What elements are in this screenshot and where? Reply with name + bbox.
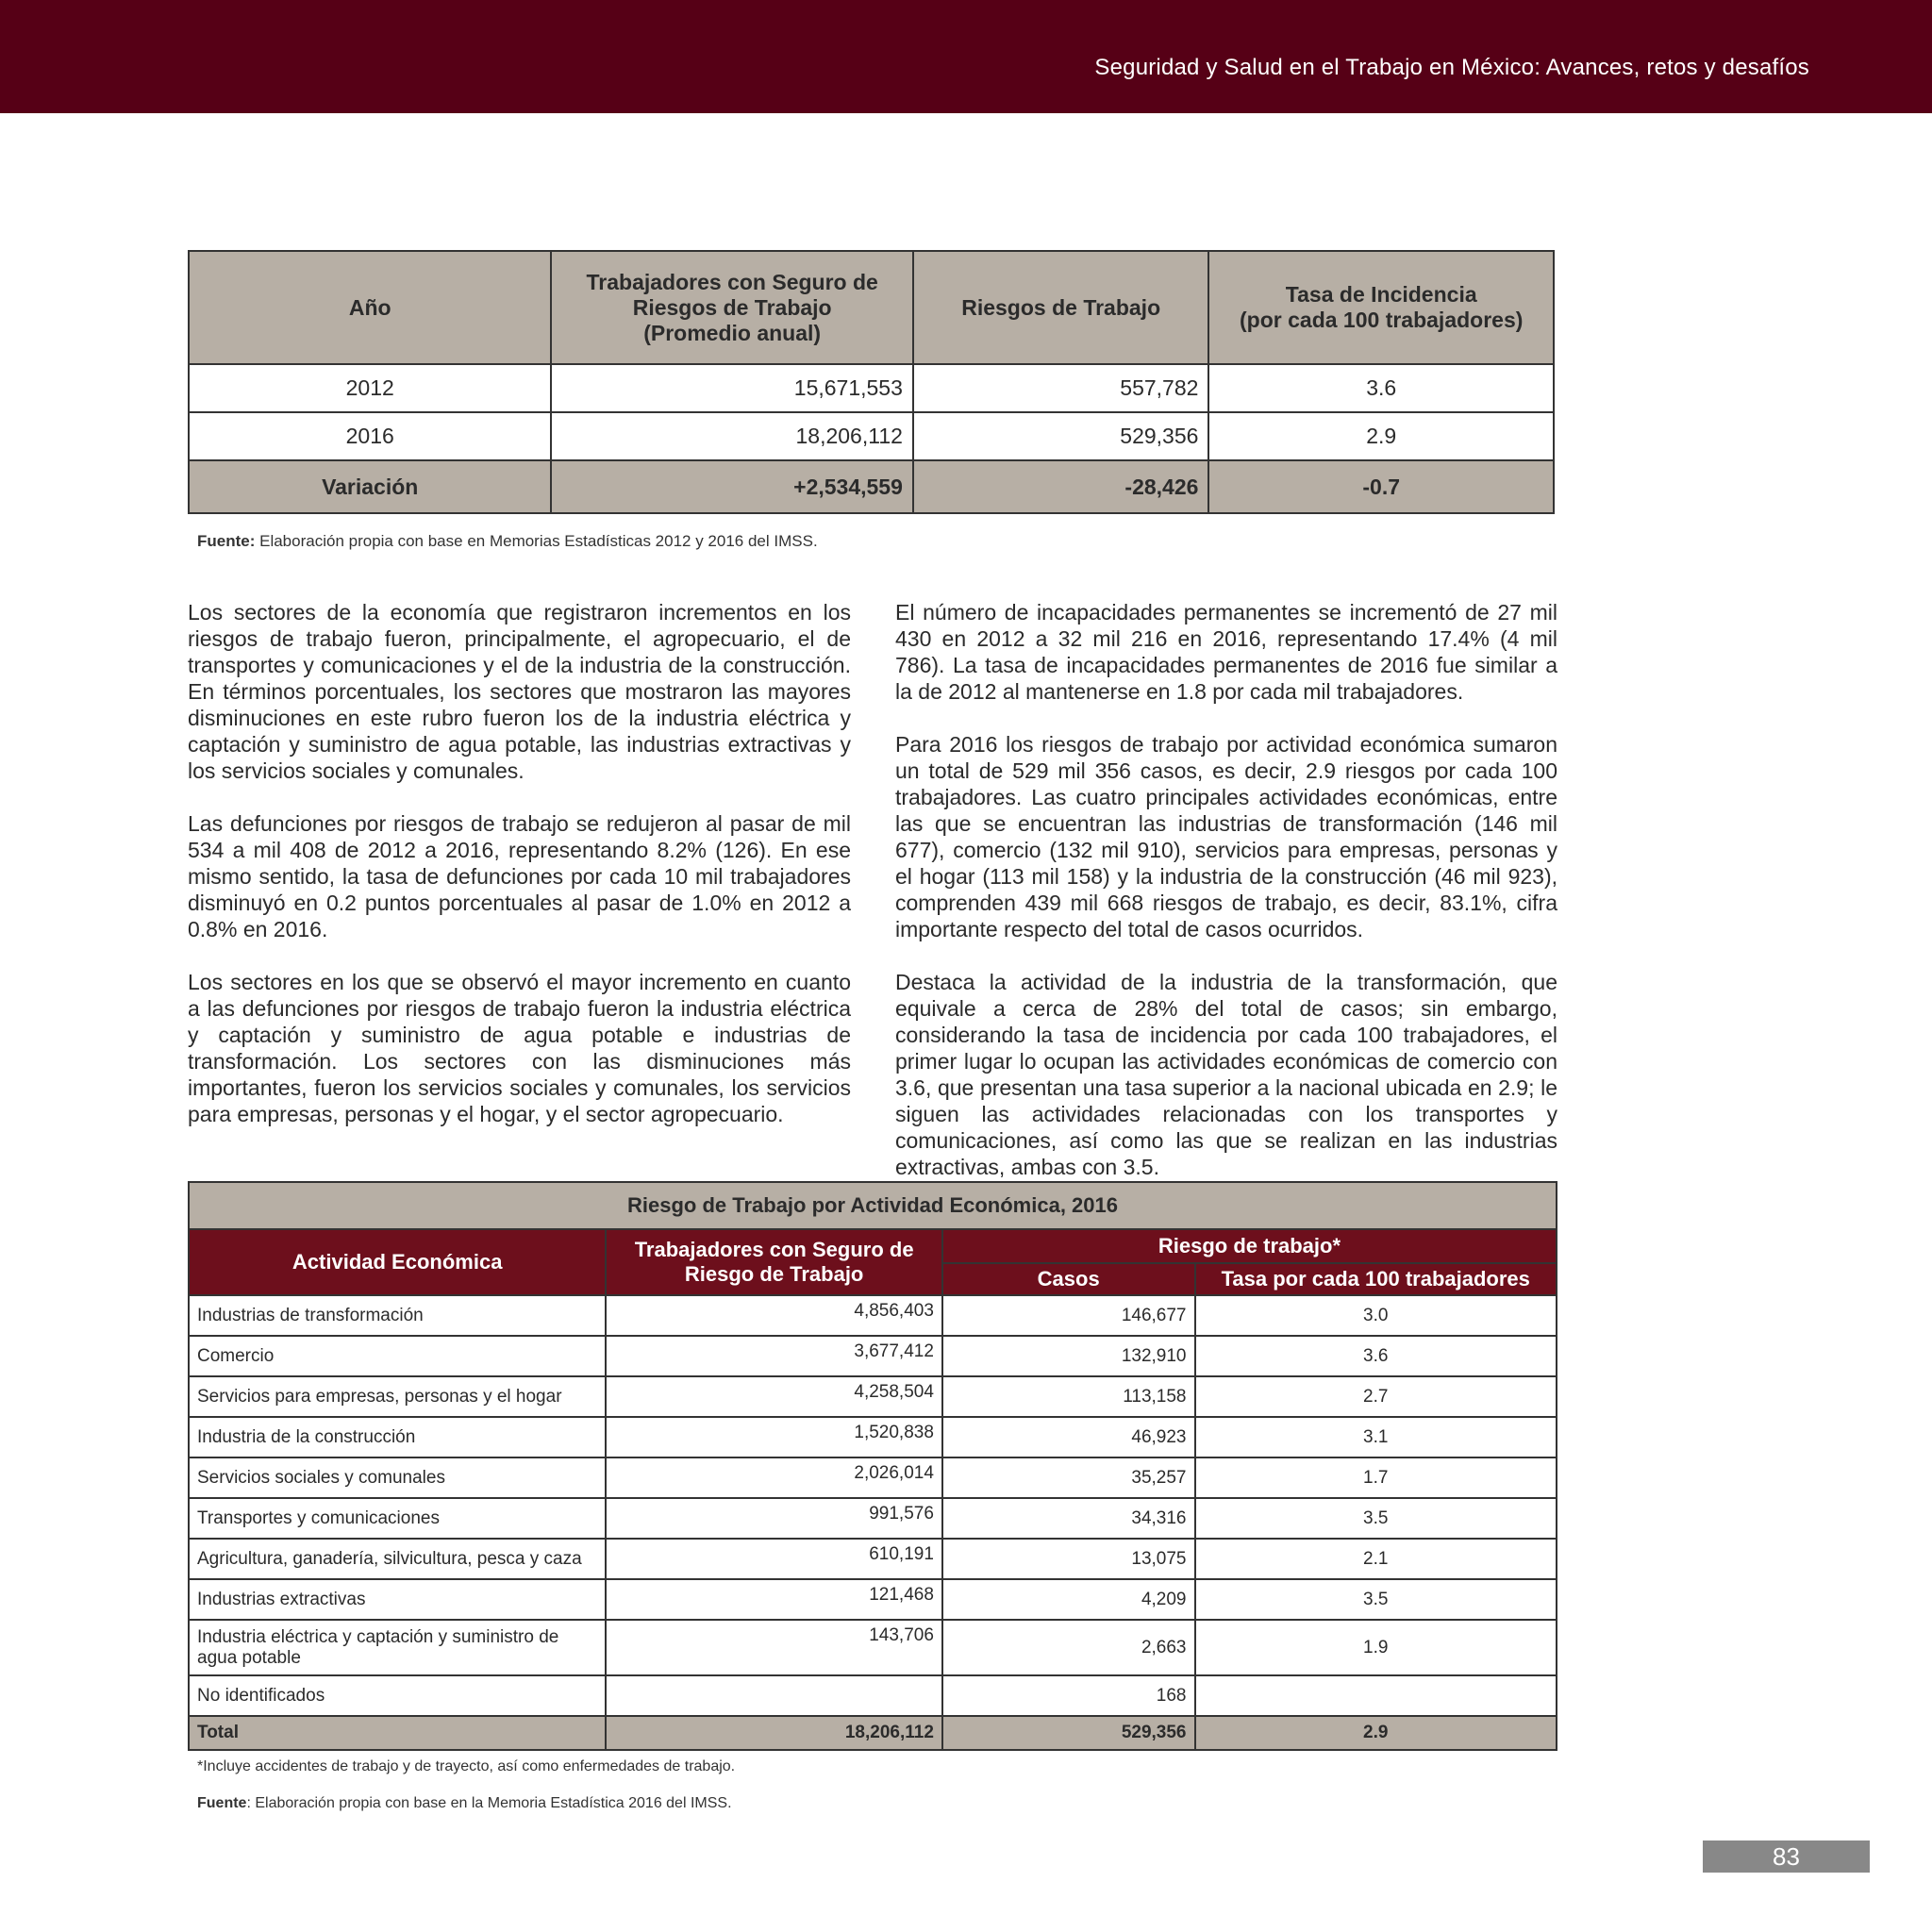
cell-cases: 34,316 (942, 1498, 1195, 1539)
variation-row (189, 460, 1554, 513)
cell-rate: 1.9 (1195, 1620, 1557, 1675)
cell-activity: Transportes y comunicaciones (189, 1498, 606, 1539)
cell-workers: 4,856,403 (606, 1295, 942, 1336)
cell-workers (606, 1675, 942, 1716)
cell-workers: +2,534,559 (551, 460, 913, 513)
table-row (189, 1457, 1557, 1498)
header-cases: Casos (942, 1263, 1195, 1295)
header-incidence-rate: Tasa de Incidencia (por cada 100 trabajadores) (1208, 251, 1554, 364)
cell-activity: Comercio (189, 1336, 606, 1376)
summary-table (188, 250, 1555, 514)
paragraph: Los sectores en los que se observó el mayor incremento en cuanto a las defunciones por riesgos de trabajo fueron la industria eléctrica y captación y suministro de agua potable e industrias de transformación. Los sectores con las disminuciones más importantes, fueron los servicios sociales y comunales, los servicios para empresas, personas y el hogar, y el sector agropecuario. (188, 970, 851, 1126)
summary-table-header (189, 251, 1554, 364)
cell-activity: Industrias extractivas (189, 1579, 606, 1620)
paragraph: Para 2016 los riesgos de trabajo por actividad económica sumaron un total de 529 mil 356 casos, es decir, 2.9 riesgos por cada 100 trabajadores. Las cuatro principales actividades económicas, entre las que se encuentran las industrias de transformación (146 mil 677), comercio (132 mil 910), servicios para empresas, personas y el hogar (113 mil 158) y la industria de la construcción (46 mil 923), comprenden 439 mil 668 riesgos de trabajo, es decir, 83.1%, cifra importante respecto del total de casos ocurridos. (895, 732, 1557, 941)
paragraph: Los sectores de la economía que registraron incrementos en los riesgos de trabajo fueron, principalmente, el agropecuario, el de transportes y comunicaciones y el de la industria de la construcción. En términos porcentuales, los sectores que mostraron las mayores disminuciones en este rubro fueron los de la industria eléctrica y captación y suministro de agua potable, las industrias extractivas y los servicios sociales y comunales. (188, 600, 851, 783)
table-row (189, 412, 1554, 460)
cell-workers: 18,206,112 (606, 1716, 942, 1750)
cell-risks: 557,782 (913, 364, 1209, 412)
table-row (189, 1498, 1557, 1539)
cell-rate: 3.0 (1195, 1295, 1557, 1336)
activity-table-title-row (189, 1182, 1557, 1229)
cell-rate: 2.9 (1195, 1716, 1557, 1750)
table2-source: Fuente: Elaboración propia con base en la Memoria Estadística 2016 del IMSS. (197, 1795, 732, 1811)
cell-cases: 132,910 (942, 1336, 1195, 1376)
cell-workers: 121,468 (606, 1579, 942, 1620)
table-row (189, 1675, 1557, 1716)
table-row (189, 1620, 1557, 1675)
header-work-risk: Riesgo de trabajo* (942, 1229, 1557, 1263)
cell-activity: Servicios sociales y comunales (189, 1457, 606, 1498)
cell-cases: 168 (942, 1675, 1195, 1716)
header-activity: Actividad Económica (189, 1229, 606, 1295)
table-row (189, 364, 1554, 412)
cell-activity: Industria eléctrica y captación y suministro de agua potable (189, 1620, 606, 1675)
cell-rate: 3.1 (1195, 1417, 1557, 1457)
table-row (189, 1579, 1557, 1620)
cell-rate: 2.9 (1208, 412, 1554, 460)
activity-table-header (189, 1229, 1557, 1263)
page-number: 83 (1703, 1840, 1870, 1873)
paragraph: Las defunciones por riesgos de trabajo se redujeron al pasar de mil 534 a mil 408 de 2012 a 2016, representando 8.2% (126). En ese mismo sentido, la tasa de defunciones por cada 10 mil trabajadores disminuyó en 0.2 puntos porcentuales al pasar de 1.0% en 2012 a 0.8% en 2016. (188, 811, 851, 941)
header-year: Año (189, 251, 551, 364)
cell-workers: 18,206,112 (551, 412, 913, 460)
header-rate: Tasa por cada 100 trabajadores (1195, 1263, 1557, 1295)
cell-cases: 113,158 (942, 1376, 1195, 1417)
body-column-left (188, 599, 851, 1154)
cell-workers: 3,677,412 (606, 1336, 942, 1376)
cell-cases: 529,356 (942, 1716, 1195, 1750)
table2-footnote: *Incluye accidentes de trabajo y de trayecto, así como enfermedades de trabajo. (197, 1758, 736, 1774)
activity-table (188, 1181, 1557, 1751)
cell-workers: 143,706 (606, 1620, 942, 1675)
header-workers: Trabajadores con Seguro de Riesgos de Trabajo (Promedio anual) (551, 251, 913, 364)
cell-workers: 2,026,014 (606, 1457, 942, 1498)
cell-rate (1195, 1675, 1557, 1716)
cell-cases: 13,075 (942, 1539, 1195, 1579)
cell-year: 2016 (189, 412, 551, 460)
cell-workers: 610,191 (606, 1539, 942, 1579)
running-header-title: Seguridad y Salud en el Trabajo en México: Avances, retos y desafíos (1094, 55, 1809, 80)
header-insured-workers: Trabajadores con Seguro de Riesgo de Trabajo (606, 1229, 942, 1295)
activity-table-title: Riesgo de Trabajo por Actividad Económica, 2016 (189, 1182, 1557, 1229)
cell-rate: 3.5 (1195, 1579, 1557, 1620)
cell-workers: 1,520,838 (606, 1417, 942, 1457)
cell-year: 2012 (189, 364, 551, 412)
cell-rate: 3.6 (1195, 1336, 1557, 1376)
cell-risks: -28,426 (913, 460, 1209, 513)
cell-cases: 4,209 (942, 1579, 1195, 1620)
cell-rate: 1.7 (1195, 1457, 1557, 1498)
cell-activity: No identificados (189, 1675, 606, 1716)
cell-rate: 2.1 (1195, 1539, 1557, 1579)
cell-rate: 3.6 (1208, 364, 1554, 412)
cell-cases: 2,663 (942, 1620, 1195, 1675)
cell-cases: 35,257 (942, 1457, 1195, 1498)
cell-cases: 146,677 (942, 1295, 1195, 1336)
table-row (189, 1417, 1557, 1457)
table-row (189, 1539, 1557, 1579)
body-column-right (895, 599, 1557, 1207)
total-row (189, 1716, 1557, 1750)
activity-table-body (189, 1295, 1557, 1716)
cell-activity: Industrias de transformación (189, 1295, 606, 1336)
table1-source: Fuente: Elaboración propia con base en Memorias Estadísticas 2012 y 2016 del IMSS. (197, 532, 818, 550)
table-row (189, 1376, 1557, 1417)
table-row (189, 1295, 1557, 1336)
cell-cases: 46,923 (942, 1417, 1195, 1457)
paragraph: El número de incapacidades permanentes se incrementó de 27 mil 430 en 2012 a 32 mil 216 en 2016, representando 17.4% (4 mil 786). La tasa de incapacidades permanentes de 2016 fue similar a la de 2012 al mantenerse en 1.8 por cada mil trabajadores. (895, 600, 1557, 704)
cell-variation-label: Variación (189, 460, 551, 513)
cell-rate: 3.5 (1195, 1498, 1557, 1539)
cell-rate: 2.7 (1195, 1376, 1557, 1417)
table-row (189, 1336, 1557, 1376)
cell-rate: -0.7 (1208, 460, 1554, 513)
header-risks: Riesgos de Trabajo (913, 251, 1209, 364)
cell-activity: Servicios para empresas, personas y el hogar (189, 1376, 606, 1417)
header-bar (0, 0, 1932, 113)
cell-total-label: Total (189, 1716, 606, 1750)
cell-workers: 4,258,504 (606, 1376, 942, 1417)
paragraph: Destaca la actividad de la industria de la transformación, que equivale a cerca de 28% del total de casos; sin embargo, considerando la tasa de incidencia por cada 100 trabajadores, el primer lugar lo ocupan las actividades económicas de comercio con 3.6, que presentan una tasa superior a la nacional ubicada en 2.9; le siguen las actividades relacionadas con los transportes y comunicaciones, así como las que se realizan en las industrias extractivas, ambas con 3.5. (895, 970, 1557, 1179)
cell-risks: 529,356 (913, 412, 1209, 460)
cell-workers: 15,671,553 (551, 364, 913, 412)
cell-workers: 991,576 (606, 1498, 942, 1539)
cell-activity: Industria de la construcción (189, 1417, 606, 1457)
cell-activity: Agricultura, ganadería, silvicultura, pesca y caza (189, 1539, 606, 1579)
